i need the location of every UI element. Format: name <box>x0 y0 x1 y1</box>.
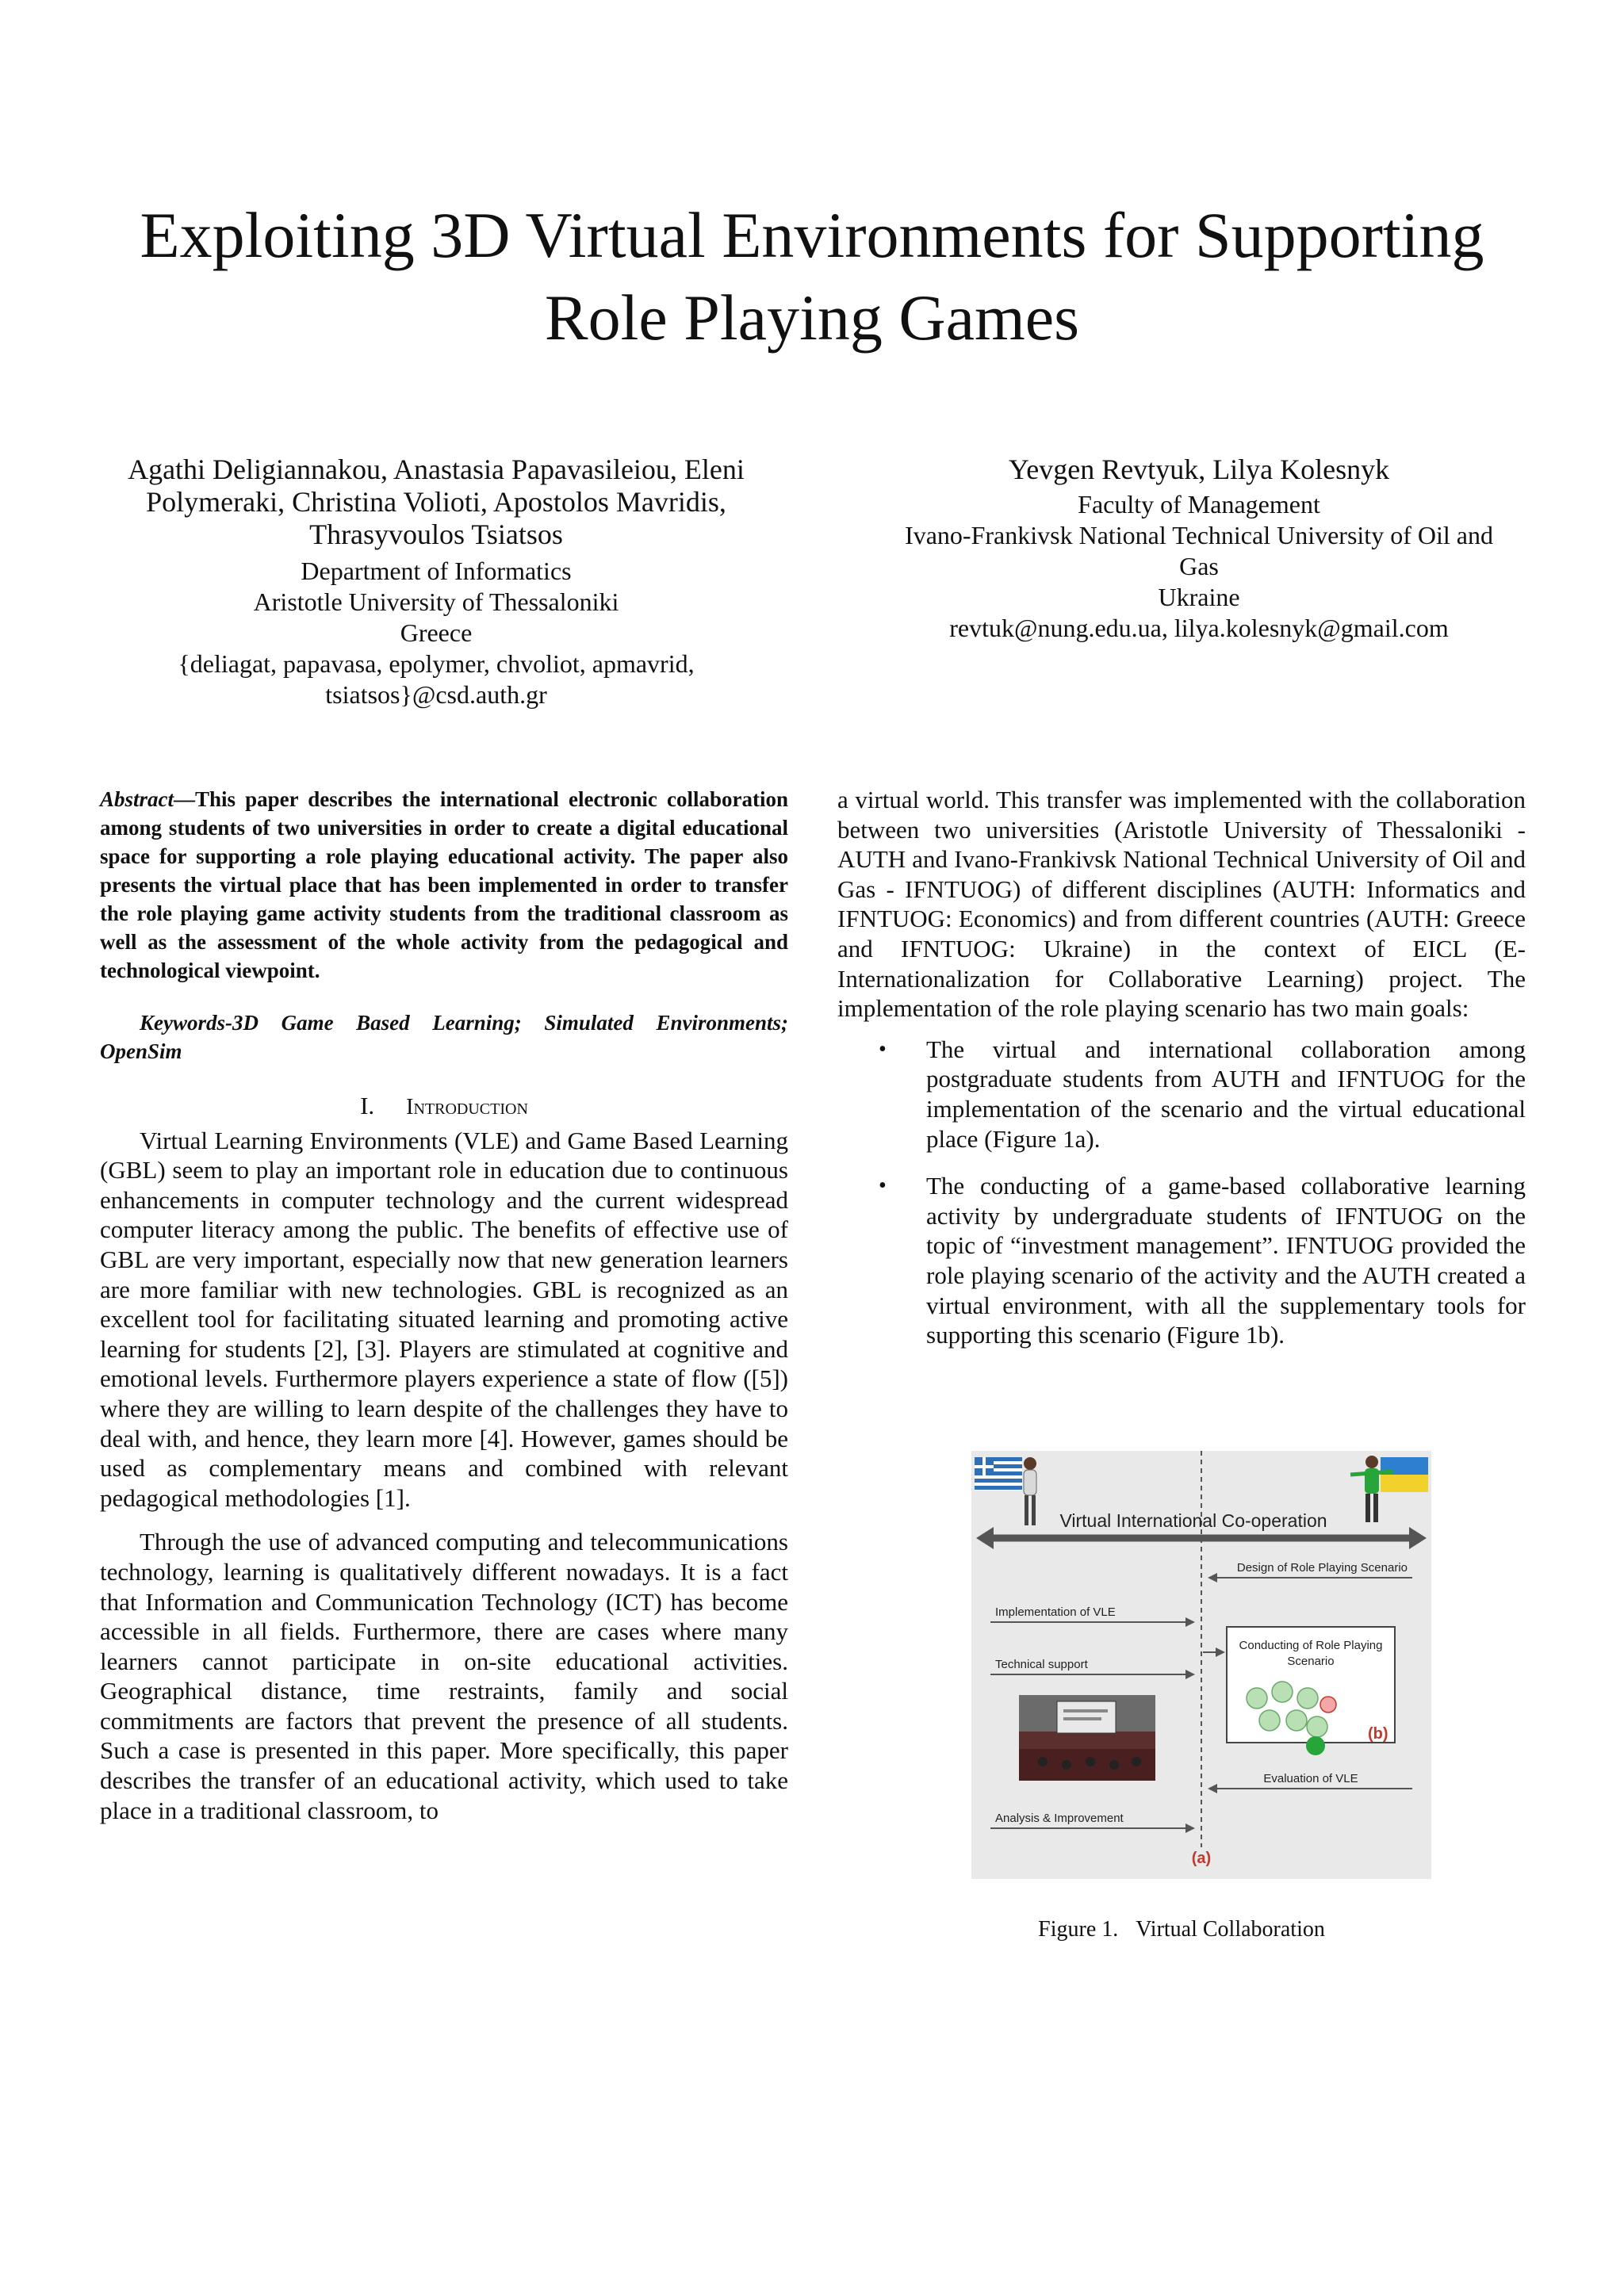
title-line-2: Role Playing Games <box>544 281 1080 354</box>
bullet-icon: • <box>879 1173 887 1199</box>
affiliation-line: {deliagat, papavasa, epolymer, chvoliot, apmavrid, <box>178 649 695 678</box>
affiliation-line: Ukraine <box>1158 583 1240 611</box>
avatar-greece-icon <box>1024 1457 1036 1525</box>
abstract-text: —This paper describes the international electronic collaboration among students of two universities in order to create a digital educational space for supporting a role playing educational activity. The paper also presents the virtual place that has been implemented in order to transfer the role playing game activity students from the traditional classroom as well as the assessment of the whole activity from the pedagogical and technological viewpoint. <box>100 787 788 982</box>
section-heading-introduction <box>100 1091 788 1123</box>
paper-title <box>95 194 1529 359</box>
figure-diagram <box>971 1451 1431 1879</box>
list-item <box>837 1171 1526 1350</box>
impl-label: Implementation of VLE <box>995 1605 1116 1619</box>
list-item <box>837 1035 1526 1154</box>
goals-list <box>837 1035 1526 1350</box>
affiliation-line: tsiatsos}@csd.auth.gr <box>325 680 547 709</box>
abstract-lead: Abstract <box>100 787 174 811</box>
left-column <box>100 785 788 1825</box>
affiliation-line: Aristotle University of Thessaloniki <box>253 587 619 616</box>
right-column <box>837 785 1526 1368</box>
title-line-1: Exploiting 3D Virtual Environments for Supporting <box>140 198 1484 271</box>
affiliation-line: Faculty of Management <box>1078 490 1320 519</box>
greece-flag-icon <box>975 1457 1022 1490</box>
author-affiliation <box>87 556 785 710</box>
list-item-text: The conducting of a game-based collaborative learning activity by undergraduate students of IFNTUOG on the topic of “investment management”. IFNTUOG provided the role playing scenario of the activity and the AUTH created a virtual environment, with all the supplementary tools for supporting this scenario (Figure 1b). <box>926 1172 1526 1349</box>
design-arrow-head <box>1208 1573 1217 1582</box>
keywords: Keywords-3D Game Based Learning; Simulated Environments; OpenSim <box>100 1011 788 1063</box>
affiliation-line: Department of Informatics <box>301 557 572 585</box>
conduct-arrow-head <box>1216 1647 1225 1657</box>
label-a: (a) <box>1191 1850 1212 1867</box>
banner-label: Virtual International Co-operation <box>1059 1510 1327 1531</box>
virtual-classroom-screenshot <box>1019 1695 1155 1781</box>
section-title: Introduction <box>406 1095 528 1119</box>
right-paragraph: a virtual world. This transfer was implemented with the collaboration between two universities (Aristotle University of Thessaloniki - AUTH and Ivano-Frankivsk National Technical University of Oil and Gas - IFNTUOG) of different disciplines (AUTH: Informatics and IFNTUOG: Economics) and from different countries (AUTH: Greece and IFNTUOG: Ukraine) in the context of EICL (E-Internationalization for Collaborative Learning) project. The implementation of the role playing scenario has two main goals: <box>837 786 1526 1023</box>
author-block-auth <box>87 453 785 710</box>
author-name-line: Thrasyvoulos Tsiatsos <box>309 519 563 550</box>
figure-virtual-collaboration <box>971 1451 1431 1879</box>
author-affiliation <box>850 489 1548 644</box>
author-name-line: Agathi Deligiannakou, Anastasia Papavasileiou, Eleni <box>128 453 745 485</box>
author-names <box>87 453 785 551</box>
author-block-ifntuog <box>850 453 1548 644</box>
affiliation-line: Gas <box>1179 552 1219 580</box>
user-highlight-icon <box>1306 1736 1325 1755</box>
tech-label: Technical support <box>995 1658 1088 1671</box>
author-name-line: Polymeraki, Christina Volioti, Apostolos Mavridis, <box>146 486 726 518</box>
intro-paragraph-2: Through the use of advanced computing and telecommunications technology, learning is qualitatively different nowadays. It is a fact that Information and Communication Technology (ICT) has become accessible in all fields. Furthermore, there are cases where many learners cannot participate in on-site educational activities. Geographical distance, time restraints, family and social commitments are factors that prevent the presence of all students. Such a case is presented in this paper. More specifically, this paper describes the transfer of an educational activity, which used to take place in a traditional classroom, to <box>100 1528 788 1824</box>
analysis-label: Analysis & Improvement <box>995 1812 1124 1825</box>
tech-arrow-head <box>1185 1670 1195 1679</box>
conduct-label-line-2: Scenario <box>1287 1655 1335 1668</box>
list-item-text: The virtual and international collaboration among postgraduate students from AUTH and IFNTUOG for the implementation of the scenario and the virtual educational place (Figure 1a). <box>926 1035 1526 1153</box>
figure-caption <box>837 1917 1526 1942</box>
author-name-line: Yevgen Revtyuk, Lilya Kolesnyk <box>1008 453 1390 485</box>
conduct-label-line-1: Conducting of Role Playing <box>1239 1639 1383 1652</box>
eval-label: Evaluation of VLE <box>1263 1772 1358 1785</box>
eval-arrow-head <box>1208 1784 1217 1793</box>
ukraine-flag-icon <box>1381 1457 1428 1492</box>
design-label: Design of Role Playing Scenario <box>1236 1561 1408 1575</box>
section-number: I. <box>360 1092 375 1119</box>
caption-label: Figure 1. <box>1038 1917 1119 1942</box>
bullet-icon: • <box>879 1036 887 1062</box>
affiliation-line: Ivano-Frankivsk National Technical University of Oil and <box>905 521 1493 549</box>
abstract <box>100 785 788 985</box>
affiliation-line: revtuk@nung.edu.ua, lilya.kolesnyk@gmail.com <box>949 614 1449 642</box>
author-names <box>850 453 1548 486</box>
impl-arrow-head <box>1185 1617 1195 1627</box>
caption-text: Virtual Collaboration <box>1136 1917 1325 1942</box>
label-b: (b) <box>1368 1725 1388 1743</box>
affiliation-line: Greece <box>400 618 473 647</box>
analysis-arrow-head <box>1185 1823 1195 1833</box>
intro-paragraph-1: Virtual Learning Environments (VLE) and Game Based Learning (GBL) seem to play an important role in education due to continuous enhancements in computer technology and the current widespread computer literacy among the public. The benefits of effective use of GBL are very important, especially now that new generation learners are more familiar with new technologies. GBL is recognized as an excellent tool for facilitating situated learning and promoting active learning for students [2], [3]. Players are stimulated at cognitive and emotional levels. Furthermore players experience a state of flow ([5]) where they are willing to learn despite of the challenges they have to deal with, and hence, they learn more [4]. However, games should be used as complementary means and combined with relevant pedagogical methodologies [1]. <box>100 1126 788 1512</box>
